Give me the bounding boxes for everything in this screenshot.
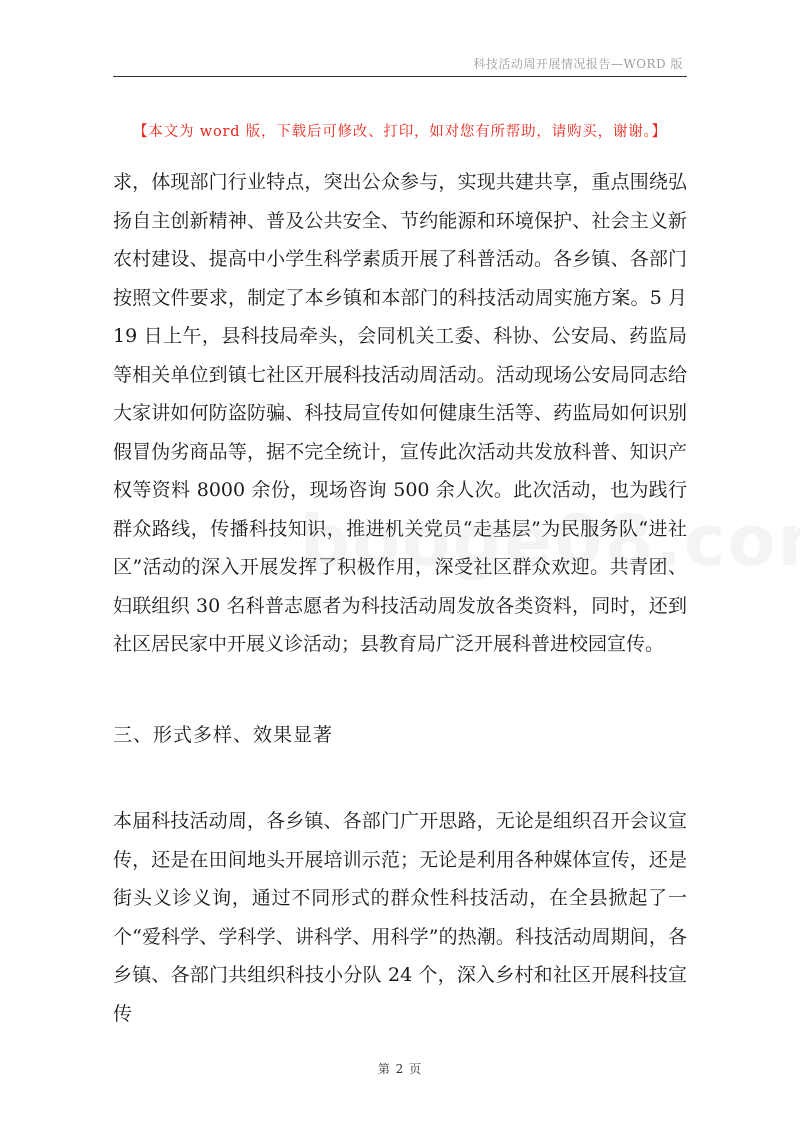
body-paragraph-1: 求，体现部门行业特点，突出公众参与，实现共建共享，重点围绕弘扬自主创新精神、普及公共安全、节约能源和环境保护、社会主义新农村建设、提高中小学生科学素质开展了科普活动。各乡镇、各部门按照文件要求，制定了本乡镇和本部门的科技活动周实施方案。5 月 19 日上午，县科技局牵头，会同机关工委、科协、公安局、药监局等相关单位到镇七社区开展科技活动周活动。活动现场公安局同志给大家讲如何防盗防骗、科技局宣传如何健康生活等、药监局如何识别假冒伪劣商品等，据不完全统计，宣传此次活动共发放科普、知识产权等资料 8000 余份，现场咨询 500 余人次。此次活动，也为践行群众路线，传播科技知识，推进机关党员“走基层”为民服务队“进社区”活动的深入开展发挥了积极作用，深受社区群众欢迎。共青团、妇联组织 30 名科普志愿者为科技活动周发放各类资料，同时，还到社区居民家中开展义诊活动；县教育局广泛开展科普进校园宣传。	[113, 171, 687, 655]
section-heading: 三、形式多样、效果显著	[113, 723, 334, 746]
header-title: 科技活动周开展情况报告—WORD 版	[473, 57, 683, 71]
document-body	[113, 163, 687, 1033]
download-notice: 【本文为 word 版，下载后可修改、打印，如对您有所帮助，请购买，谢谢。】	[133, 124, 667, 140]
body-paragraph-2: 本届科技活动周，各乡镇、各部门广开思路，无论是组织召开会议宣传，还是在田间地头开展培训示范；无论是利用各种媒体宣传，还是街头义诊义询，通过不同形式的群众性科技活动，在全县掀起了一个“爱科学、学科学、讲科学、用科学”的热潮。科技活动周期间，各乡镇、各部门共组织科技小分队 24 个，深入乡村和社区开展科技宣传	[113, 810, 687, 1025]
paragraph-spacer	[113, 664, 687, 716]
paragraph-spacer	[113, 754, 687, 802]
page-number: 第 2 页	[377, 1062, 423, 1076]
page-header	[113, 52, 687, 77]
